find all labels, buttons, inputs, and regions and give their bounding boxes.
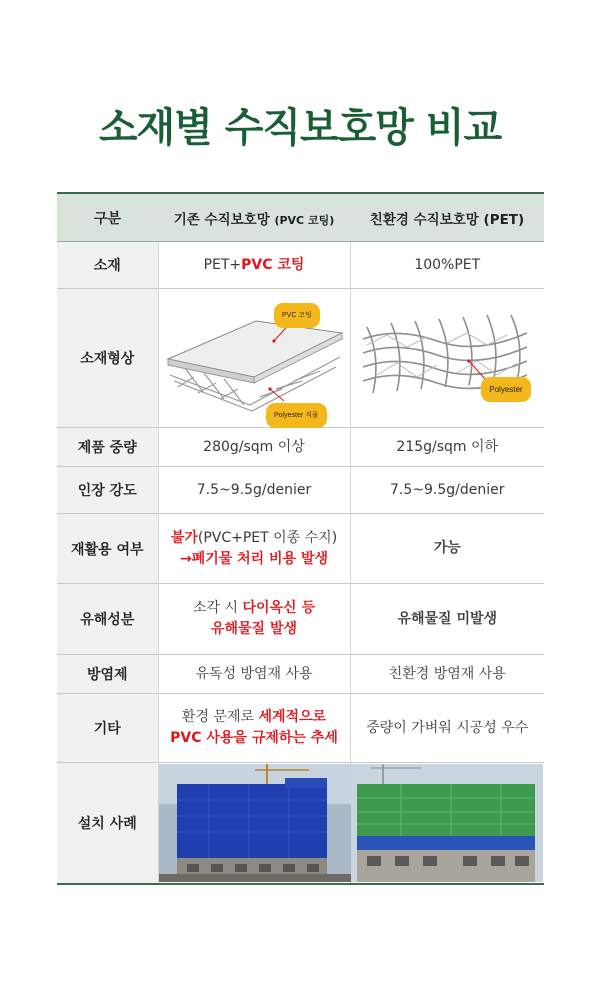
table-row [57,694,544,763]
row-label-flame: 방염제 [57,655,158,694]
material-pvc-coating: PVC 코팅 [241,256,305,273]
header-category: 구분 [57,193,158,242]
cell-pet-harmful: 유해물질 미발생 [350,584,544,655]
cell-pvc-shape [158,289,350,428]
row-label-material: 소재 [57,242,158,289]
cell-pet-strength: 7.5~9.5g/denier [350,467,544,514]
pvc-coating-tag: PVC 코팅 [274,303,320,328]
table-row [57,763,544,885]
table-row [57,289,544,428]
row-label-strength: 인장 강도 [57,467,158,514]
harm-substance: 유해물질 발생 [210,621,298,637]
cell-pvc-install [158,763,350,885]
recycle-impossible: 불가 [170,529,198,546]
recycle-cost-note: →폐기물 처리 비용 발생 [179,550,329,567]
row-label-harmful: 유해성분 [57,584,158,655]
header-pvc-sub: (PVC 코팅) [274,213,335,227]
green-net-building-image [351,764,543,882]
header-pvc-main: 기존 수직보호망 [173,211,270,228]
harm-incineration: 소각 시 [193,600,243,616]
table-row [57,467,544,514]
cell-pet-flame: 친환경 방염재 사용 [350,655,544,694]
cell-pet-etc: 중량이 가벼워 시공성 우수 [350,694,544,763]
pvc-material-illustration [164,297,344,419]
pet-material-illustration [357,297,537,419]
polyester-tag: Polyester [481,377,530,402]
cell-pvc-recycle [158,514,350,584]
comparison-table [57,192,544,885]
cell-pvc-flame: 유독성 방염재 사용 [158,655,350,694]
polyester-fabric-tag: Polyester 직물 [266,403,327,428]
cell-pet-shape [350,289,544,428]
cell-pvc-strength: 7.5~9.5g/denier [158,467,350,514]
row-label-install: 설치 사례 [57,763,158,885]
row-label-recycle: 재활용 여부 [57,514,158,584]
header-pvc-net [158,193,350,242]
table-header-row [57,193,544,242]
cell-pvc-material [158,242,350,289]
etc-regulation: PVC 사용을 규제하는 추세 [170,730,338,746]
material-pet-plus: PET+ [203,256,242,273]
table-row [57,428,544,467]
cell-pvc-harmful [158,584,350,655]
row-label-shape: 소재형상 [57,289,158,428]
etc-environment: 환경 문제로 [181,709,259,725]
table-row [57,655,544,694]
cell-pet-recycle: 가능 [350,514,544,584]
cell-pet-material: 100%PET [350,242,544,289]
header-pet-net: 친환경 수직보호망 (PET) [350,193,544,242]
table-row [57,584,544,655]
pvc-install-photo [159,764,351,882]
harm-dioxin: 다이옥신 등 [242,600,315,616]
page-title: 소재별 수직보호망 비교 [98,105,502,151]
cell-pvc-etc [158,694,350,763]
row-label-etc: 기타 [57,694,158,763]
cell-pvc-weight: 280g/sqm 이상 [158,428,350,467]
row-label-weight: 제품 중량 [57,428,158,467]
blue-net-building-image [159,764,351,882]
pet-install-photo [351,764,543,882]
cell-pet-install [350,763,544,885]
recycle-reason: (PVC+PET 이종 수지) [197,529,338,546]
table-row [57,514,544,584]
cell-pet-weight: 215g/sqm 이하 [350,428,544,467]
etc-global: 세계적으로 [258,709,327,725]
table-row [57,242,544,289]
